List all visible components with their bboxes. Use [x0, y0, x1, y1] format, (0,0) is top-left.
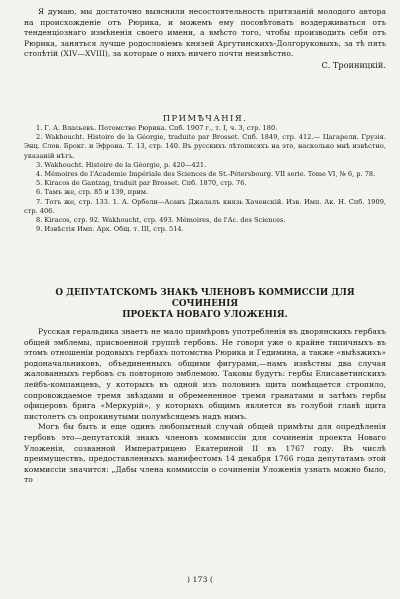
intro-paragraph: Я думаю, мы достаточно выяснили несостоятельность притязаній молодого автора на происхожденіе отъ Рюрика, и можемъ ему посовѣтовать воздерживаться отъ тенденціознаго измѣненія своего имени, а вмѣсто того, чтобы производить себя отъ Рюрика, заняться лучше родословіемъ князей Аргутинскихъ-Долгоруковыхъ, за тѣ пять столѣтій (XIV—XVIII), за которые о нихъ ничего почти неизвѣстно. — [24, 7, 386, 59]
section-title-line2: ПРОЕКТА НОВАГО УЛОЖЕНІЯ. — [122, 310, 288, 320]
section-block — [24, 288, 386, 486]
page-number: ) 173 ( — [187, 575, 213, 584]
section-title-line1: О ДЕПУТАТСКОМЪ ЗНАКѢ ЧЛЕНОВЪ КОММИССІИ ДЛЯ СОЧИНЕНІЯ — [55, 288, 355, 309]
notes-title: ПРИМѢЧАНІЯ. — [162, 113, 248, 123]
note-item: 1. Г. А. Власьевъ. Потомство Рюрика. Спб. 1907 г., т. I, ч. 3, стр. 180. — [36, 124, 278, 132]
note-item: 5. Kiracos de Gantzag, traduit par Brosset. Спб. 1870, стр. 76. — [36, 179, 247, 188]
note-item: 2. Wakhoucht. Histoire de la Géorgie, traduite par Brosset. Спб. 1849, стр. 412.— Цагарели. Грузія. Энц. Слов. Брокг. и Эфрона. Т. 13, стр. 140. Въ русскихъ лѣтописяхъ на это, насколько мнѣ извѣстно, указаній нѣтъ. — [24, 133, 386, 160]
section-paragraph-1: Русская геральдика знаетъ не мало примѣровъ употребленія въ дворянскихъ гербахъ общей эмблемы, присвоенной группѣ гербовъ. Не говоря уже о крайне типичныхъ въ этомъ отношеніи родовыхъ гербахъ потомства Рюрика и Гедимина, а также «выѣзжихъ» родоначальниковъ, объединенныхъ общими фигурами,—намъ извѣстны два случая жалованныхъ гербовъ съ повторною эмблемою. Таковы будутъ: гербы Елисаветинскихъ лейбъ-компанцевъ, у которыхъ въ одной изъ половинъ щита помѣщается стропило, сопровождаемое тремя звѣздами и обремененное тремя гранатами и затѣмъ гербы офицеровъ брига «Меркурій», у которыхъ общимъ является въ голубой главѣ щита пистолетъ съ опрокинутыми полумѣсяцемъ надъ нимъ. — [24, 327, 386, 421]
section-paragraph-2: Могъ бы быть и еще одинъ любопытный случай общей примѣты для опредѣленія гербовъ это—депутатскій знакъ членовъ коммиссіи для сочиненія проекта Новаго Уложенія, созванной Императрицею Екатериной II въ 1767 году. Въ числѣ преимуществъ, предоставленныхъ манифестомъ 14 декабря 1766 года депутатамъ этой коммиссіи значится: „Дабы члена коммиссіи о сочиненіи Уложенія узнать можно было, то — [24, 422, 386, 485]
note-item: 8. Kiracos, стр. 92. Wakhoucht, стр. 493. Mémoires, de l'Ac. des Sciences. — [36, 216, 286, 225]
note-item: 4. Mémoires de l'Academie Impériale des Sciences de St.-Pétersbourg. VII serie. Tome VI, № 6, p. 78. — [36, 170, 376, 179]
note-item: 9. Извѣстія Имп. Арх. Общ. т. III, стр. 514. — [36, 225, 184, 234]
notes-block — [24, 112, 386, 234]
intro-block — [24, 7, 386, 71]
note-item: 7. Тотъ же, стр. 133. 1. А. Орбели—Асанъ Джалалъ князь Хаченскій. Изв. Имп. Ак. Н. Спб. 1909, стр. 406. — [24, 197, 386, 215]
author-signature: С. Троиницкій. — [321, 59, 386, 70]
note-item: 3. Wakhoucht. Histoire de la Géorgie, p. 420—421. — [36, 160, 207, 169]
notes-list — [24, 124, 386, 234]
note-item: 6. Тамъ же, стр. 85 и 139, прим. — [36, 188, 149, 197]
